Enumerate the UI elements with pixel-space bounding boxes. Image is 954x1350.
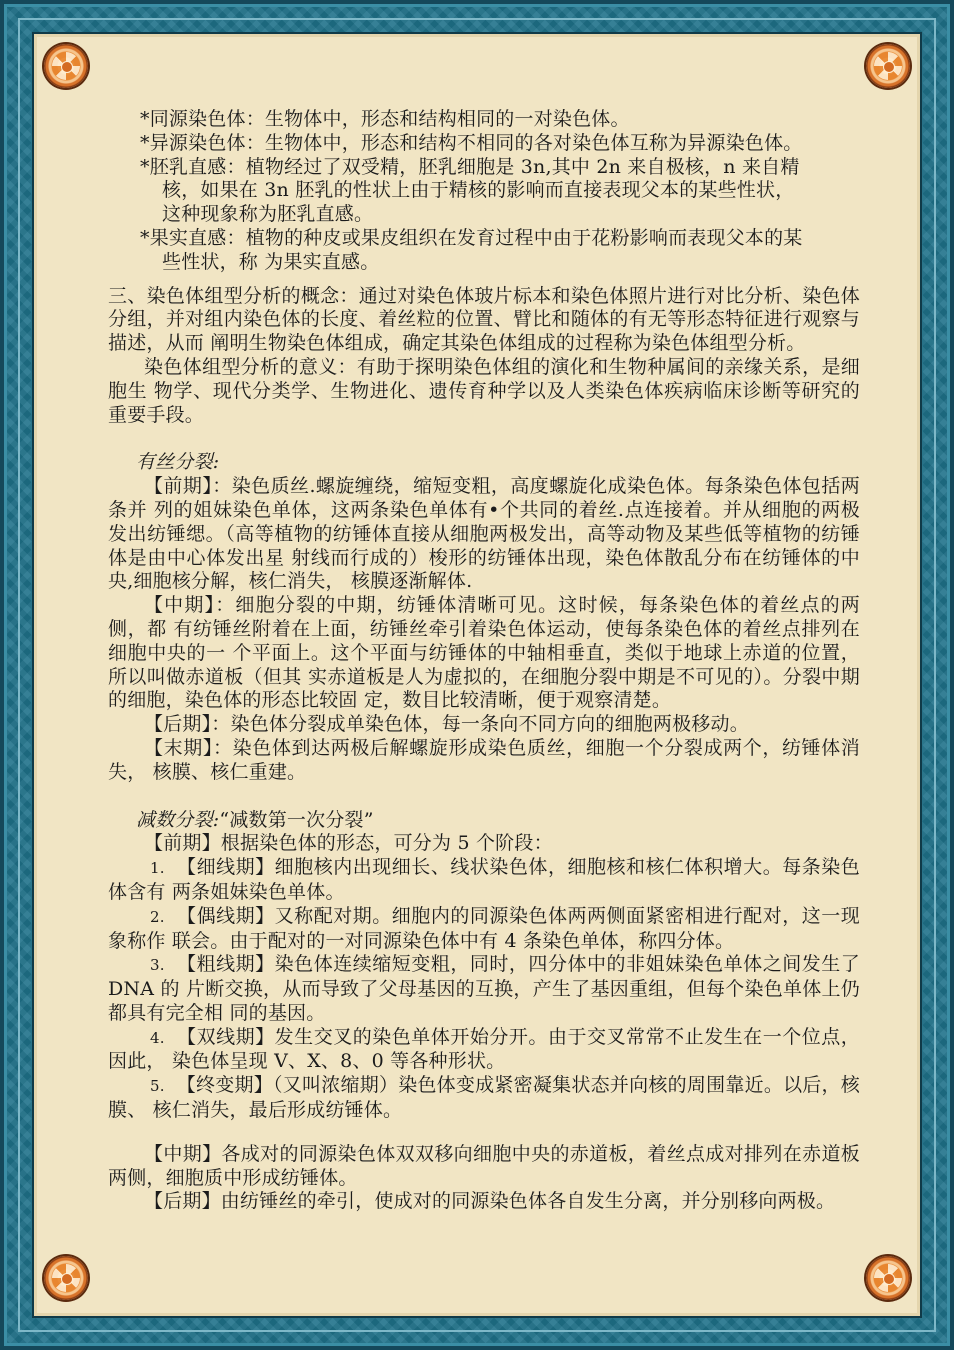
stage-number: 1.	[150, 859, 165, 878]
definition-homologous: *同源染色体：生物体中，形态和结构相同的一对染色体。	[140, 108, 630, 130]
stage-number: 4.	[150, 1028, 165, 1047]
stage-number: 3.	[150, 956, 165, 975]
stage-number: 2.	[150, 907, 165, 926]
stage-text: 【粗线期】染色体连续缩短变粗，同时，四分体中的非姐妹染色单体之间发生了 DNA 的 片断交换，从而导致了父母基因的互换，产生了基因重组，但每个染色单体上仍都具有完全相 同的基因。	[108, 953, 860, 1024]
spacer	[108, 785, 860, 809]
definitions-section	[108, 108, 860, 275]
definition-metaxenia-line1: *果实直感：植物的种皮或果皮组织在发育过程中由于花粉影响而表现父本的某	[140, 226, 803, 249]
mitosis-telophase: 【末期】：染色体到达两极后解螺旋形成染色质丝，细胞一个分裂成两个，纺锤体消失， 核膜、核仁重建。	[108, 736, 860, 783]
definition-metaxenia-line2: 些性状，称 为果实直感。	[162, 250, 380, 273]
mitosis-section	[108, 451, 860, 784]
spacer	[108, 427, 860, 451]
mitosis-metaphase: 【中期】：细胞分裂的中期，纺锤体清晰可见。这时候，每条染色体的着丝点的两侧，都 有纺锤丝附着在上面，纺锤丝牵引着染色体运动，使每条染色体的着丝点排列在细胞中央的一 个平面上。这个平面与纺锤体的中轴相垂直，类似于地球上赤道的位置，所以叫做赤道板（但其 实赤道板是人为虚拟的，在细胞分裂中期是不可见的）。分裂中期的细胞，染色体的形态比较固 定，数目比较清晰，便于观察清楚。	[108, 594, 860, 712]
meiosis-metaphase: 【中期】各成对的同源染色体双双移向细胞中央的赤道板，着丝点成对排列在赤道板两侧，细胞质中形成纺锤体。	[108, 1142, 860, 1189]
stage-number: 5.	[150, 1077, 165, 1096]
corner-rosette-icon	[44, 1256, 88, 1300]
mitosis-heading: 有丝分裂:	[136, 451, 220, 474]
meiosis-anaphase: 【后期】由纺锤丝的牵引，使成对的同源染色体各自发生分离，并分别移向两极。	[144, 1190, 836, 1213]
stage-text: 【细线期】细胞核内出现细长、线状染色体，细胞核和核仁体积增大。每条染色体含有 两条姐妹染色单体。	[108, 856, 860, 903]
stage-text: 【偶线期】又称配对期。细胞内的同源染色体两两侧面紧密相进行配对，这一现象称作 联会。由于配对的一对同源染色体中有 4 条染色单体，称四分体。	[108, 904, 860, 952]
meiosis-heading-line	[108, 809, 860, 833]
meiosis-stage-diplotene	[108, 1026, 860, 1075]
mitosis-prophase: 【前期】：染色质丝.螺旋缠绕，缩短变粗，高度螺旋化成染色体。每条染色体包括两条并 列的姐妹染色单体，这两条染色单体有•个共同的着丝.点连接着。并从细胞的两极发出纺锤缌。（高等植物的纺锤体直接从细胞两极发出，高等动物及某些低等植物的纺锤体是由中心体发出星 射线而行成的）梭形的纺锤体出现，染色体散乱分布在纺锤体的中央,细胞核分解，核仁消失， 核膜逐渐解体.	[108, 475, 860, 593]
corner-rosette-icon	[44, 44, 88, 88]
stage-text: 【双线期】发生交叉的染色单体开始分开。由于交叉常常不止发生在一个位点，因此， 染色体呈现 V、X、8、0 等各种形状。	[108, 1025, 860, 1073]
definition-xenia-line2: 核，如果在 3n 胚乳的性状上由于精核的影响而直接表现父本的某些性状，	[162, 179, 795, 202]
meiosis-prophase-intro: 【前期】根据染色体的形态，可分为 5 个阶段：	[144, 832, 553, 855]
meiosis-stage-zygotene	[108, 905, 860, 954]
karyotype-concept: 三、染色体组型分析的概念：通过对染色体玻片标本和染色体照片进行对比分析、染色体分组，并对组内染色体的长度、着丝粒的位置、臂比和随体的有无等形态特征进行观察与描述，从而 阐明生物染色体组成，确定其染色体组成的过程称为染色体组型分析。	[108, 284, 860, 355]
meiosis-subheading: “减数第一次分裂”	[219, 808, 374, 831]
document-body	[108, 108, 860, 1214]
meiosis-stage-leptotene	[108, 856, 860, 905]
definition-heterologous: *异源染色体：生物体中，形态和结构不相同的各对染色体互称为异源染色体。	[140, 131, 803, 154]
corner-rosette-icon	[866, 44, 910, 88]
spacer	[108, 275, 860, 285]
meiosis-section	[108, 809, 860, 1215]
stage-text: 【终变期】（又叫浓缩期）染色体变成紧密凝集状态并向核的周围靠近。以后，核膜、 核仁消失，最后形成纺锤体。	[108, 1074, 860, 1122]
spacer	[108, 1123, 860, 1143]
definition-xenia-line1: *胚乳直感：植物经过了双受精，胚乳细胞是 3n,其中 2n 来自极核，n 来自精	[140, 155, 800, 178]
karyotype-section	[108, 285, 860, 428]
karyotype-significance: 染色体组型分析的意义：有助于探明染色体组的演化和生物种属间的亲缘关系，是细胞生 物学、现代分类学、生物进化、遗传育种学以及人类染色体疾病临床诊断等研究的重要手段。	[108, 355, 860, 426]
meiosis-stage-pachytene	[108, 953, 860, 1025]
definition-xenia-line3: 这种现象称为胚乳直感。	[162, 203, 374, 226]
meiosis-stage-diakinesis	[108, 1074, 860, 1123]
mitosis-anaphase: 【后期】：染色体分裂成单染色体，每一条向不同方向的细胞两极移动。	[144, 713, 749, 736]
meiosis-heading: 减数分裂:	[136, 808, 220, 831]
corner-rosette-icon	[866, 1256, 910, 1300]
